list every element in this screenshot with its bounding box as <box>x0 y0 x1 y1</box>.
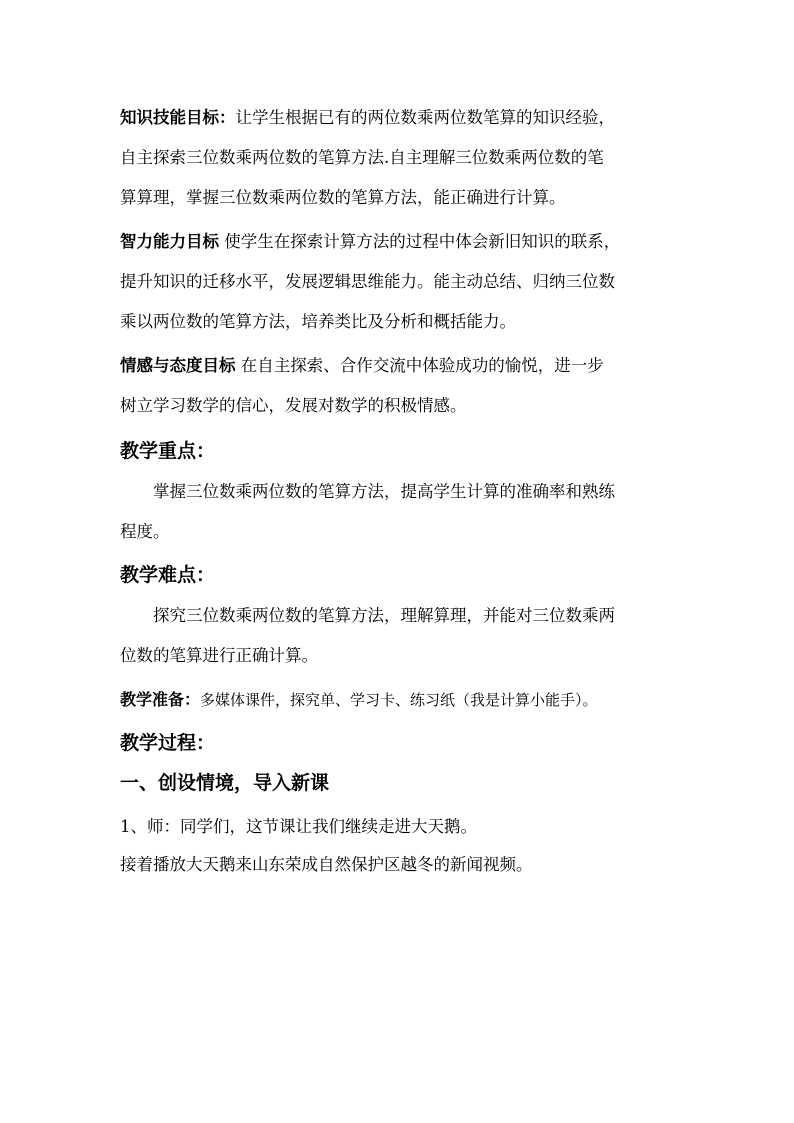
body-line: 位数的笔算进行正确计算。 <box>120 646 318 665</box>
goal-label: 智力能力目标 <box>120 232 219 251</box>
goal-line: 情感与态度目标 在自主探索、合作交流中体验成功的愉悦，进一步 <box>120 356 604 375</box>
goal-line: 树立学习数学的信心，发展对数学的积极情感。 <box>120 396 467 415</box>
preparation-block <box>120 688 680 712</box>
goal-line: 算算理，掌握三位数乘两位数的笔算方法，能正确进行计算。 <box>120 188 566 207</box>
goal-line: 自主探索三位数乘两位数的笔算方法.自主理解三位数乘两位数的笔 <box>120 148 604 167</box>
difficulty-heading: 教学难点： <box>120 564 216 586</box>
key-point-heading: 教学重点： <box>120 440 216 462</box>
preparation-text: 多媒体课件，探究单、学习卡、练习纸（我是计算小能手）。 <box>200 691 598 709</box>
section-title: 一、创设情境，导入新课 <box>120 772 330 794</box>
difficulty-body <box>120 596 680 676</box>
body-line: 接着播放大天鹅来山东荣成自然保护区越冬的新闻视频。 <box>120 855 533 874</box>
key-point-body <box>120 472 680 552</box>
goal-knowledge-skills <box>120 98 680 218</box>
goal-line: 知识技能目标：让学生根据已有的两位数乘两位数笔算的知识经验， <box>120 108 615 127</box>
body-line: 掌握三位数乘两位数的笔算方法，提高学生计算的准确率和熟练 <box>153 482 615 501</box>
difficulty-heading-block <box>120 562 680 588</box>
preparation-label: 教学准备： <box>120 690 201 709</box>
key-point-heading-block <box>120 438 680 464</box>
body-line: 探究三位数乘两位数的笔算方法，理解算理，并能对三位数乘两 <box>153 606 615 625</box>
goal-emotion-attitude <box>120 346 680 426</box>
section-title-block <box>120 770 680 796</box>
process-heading-block <box>120 730 680 756</box>
process-heading: 教学过程： <box>120 732 216 754</box>
goal-line: 乘以两位数的笔算方法，培养类比及分析和概括能力。 <box>120 312 516 331</box>
goal-intellectual-ability <box>120 222 680 342</box>
body-line: 1、师：同学们，这节课让我们继续走进大天鹅。 <box>120 817 477 836</box>
body-line: 程度。 <box>120 522 170 541</box>
goal-label: 情感与态度目标 <box>120 356 236 375</box>
process-body <box>120 808 680 884</box>
goal-label: 知识技能目标： <box>120 108 236 127</box>
goal-line: 智力能力目标 使学生在探索计算方法的过程中体会新旧知识的联系， <box>120 232 621 251</box>
goal-line: 提升知识的迁移水平，发展逻辑思维能力。能主动总结、归纳三位数 <box>120 272 615 291</box>
